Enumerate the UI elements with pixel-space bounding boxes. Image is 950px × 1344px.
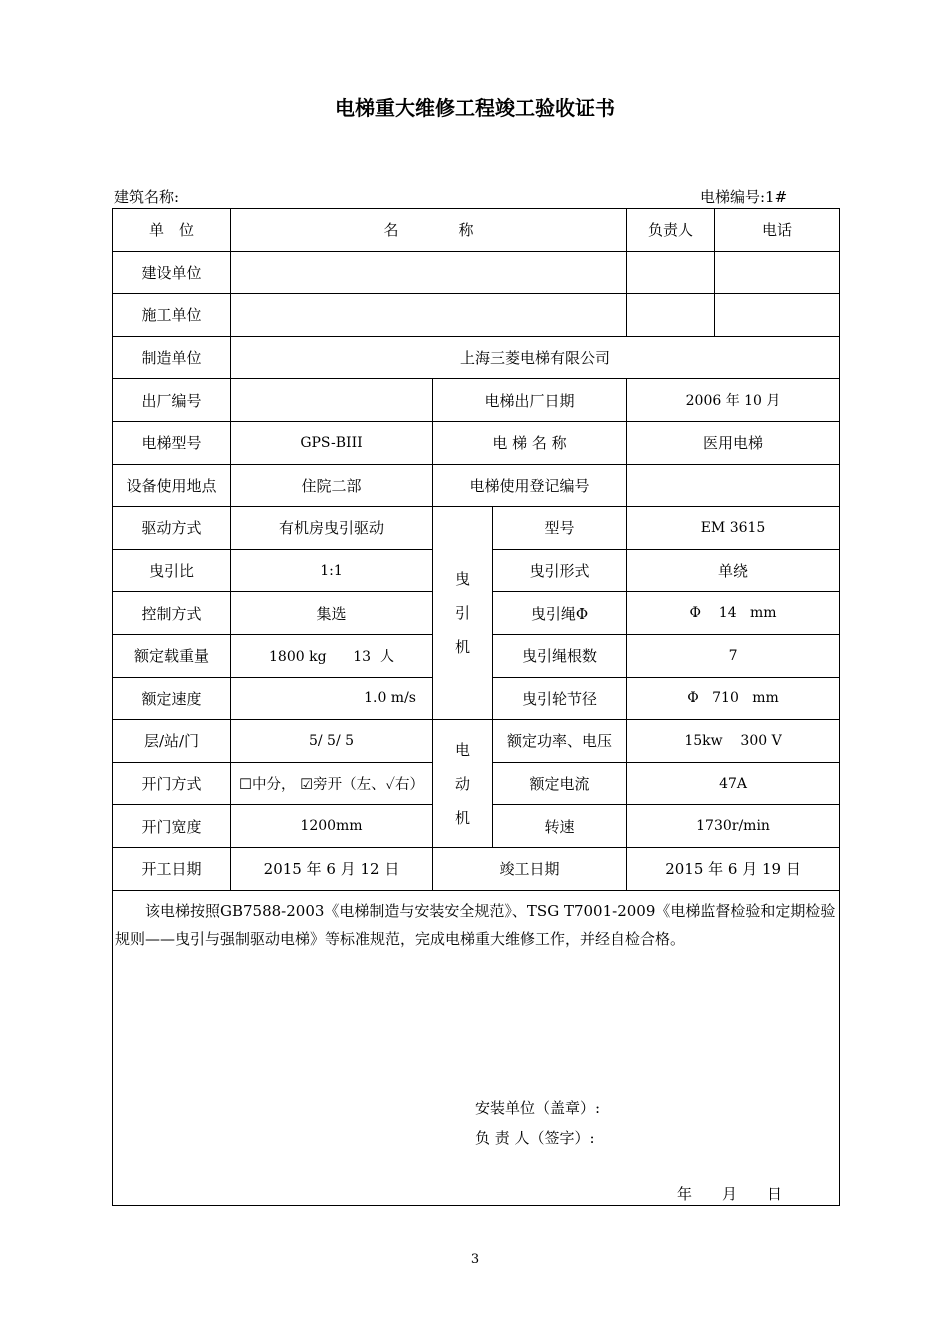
load-value: 1800 kg 13 人: [231, 634, 433, 677]
manufacturer-row: [113, 336, 840, 379]
rpm-value: 1730r/min: [627, 805, 840, 848]
current-value: 47A: [627, 762, 840, 805]
elevator-number: 电梯编号:1#: [700, 188, 788, 206]
header-row: [113, 209, 840, 252]
construction-unit-label: 建设单位: [113, 251, 231, 294]
current-label: 额定电流: [493, 762, 627, 805]
model-row: [113, 421, 840, 464]
drive-label: 驱动方式: [113, 507, 231, 550]
construction-unit-phone[interactable]: [715, 251, 840, 294]
page-number: 3: [470, 1252, 480, 1267]
ratio-label: 曳引比: [113, 549, 231, 592]
sheave-diameter-value: Φ 710 mm: [627, 677, 840, 720]
start-date-label: 开工日期: [113, 847, 231, 890]
factory-row: [113, 379, 840, 422]
elevator-name-value: 医用电梯: [627, 421, 840, 464]
floors-label: 层/站/门: [113, 720, 231, 763]
speed-value: 1.0 m/s: [231, 677, 433, 720]
factory-date-value: 2006 年 10 月: [627, 379, 840, 422]
contractor-unit-person[interactable]: [627, 294, 715, 337]
door-type-value: ☐中分， ☑旁开（左、✓右）: [231, 762, 433, 805]
header-name: 名 称: [231, 209, 627, 252]
rpm-label: 转速: [493, 805, 627, 848]
door-type-label: 开门方式: [113, 762, 231, 805]
traction-machine-group-label: 曳 引 机: [433, 507, 493, 720]
rope-diameter-value: Φ 14 mm: [627, 592, 840, 635]
document-title: 电梯重大维修工程竣工验收证书: [335, 96, 615, 120]
model-value: GPS-BIII: [231, 421, 433, 464]
manufacturer-label: 制造单位: [113, 336, 231, 379]
start-date-value: 2015 年 6 月 12 日: [231, 847, 433, 890]
contractor-unit-label: 施工单位: [113, 294, 231, 337]
dates-row: [113, 847, 840, 890]
location-row: [113, 464, 840, 507]
construction-unit-person[interactable]: [627, 251, 715, 294]
sheave-diameter-label: 曳引轮节径: [493, 677, 627, 720]
header-person: 负责人: [627, 209, 715, 252]
power-label: 额定功率、电压: [493, 720, 627, 763]
building-name-label: 建筑名称:: [114, 188, 180, 206]
finish-date-value: 2015 年 6 月 19 日: [627, 847, 840, 890]
signer-label: 负 责 人（签字）:: [475, 1128, 595, 1147]
statement-row: [113, 890, 840, 1205]
header-unit: 单 位: [113, 209, 231, 252]
factory-no-value[interactable]: [231, 379, 433, 422]
statement-cell: [113, 890, 840, 1205]
rope-count-label: 曳引绳根数: [493, 634, 627, 677]
control-value: 集选: [231, 592, 433, 635]
model-label: 电梯型号: [113, 421, 231, 464]
floors-value: 5/ 5/ 5: [231, 720, 433, 763]
elevator-name-label: 电 梯 名 称: [433, 421, 627, 464]
header-phone: 电话: [715, 209, 840, 252]
power-value: 15kw 300 V: [627, 720, 840, 763]
registration-no-value[interactable]: [627, 464, 840, 507]
ratio-value: 1:1: [231, 549, 433, 592]
traction-model-value: EM 3615: [627, 507, 840, 550]
construction-unit-row: [113, 251, 840, 294]
speed-label: 额定速度: [113, 677, 231, 720]
rope-count-value: 7: [627, 634, 840, 677]
drive-row: [113, 507, 840, 550]
door-width-value: 1200mm: [231, 805, 433, 848]
construction-unit-name[interactable]: [231, 251, 627, 294]
sign-date-blank: 年 月 日: [677, 1184, 783, 1203]
drive-value: 有机房曳引驱动: [231, 507, 433, 550]
manufacturer-value: 上海三菱电梯有限公司: [231, 336, 840, 379]
registration-no-label: 电梯使用登记编号: [433, 464, 627, 507]
location-value: 住院二部: [231, 464, 433, 507]
motor-group-label: 电 动 机: [433, 720, 493, 848]
traction-form-label: 曳引形式: [493, 549, 627, 592]
statement-text: 该电梯按照GB7588-2003《电梯制造与安装安全规范》、TSG T7001-2009《电梯监督检验和定期检验规则——曳引与强制驱动电梯》等标准规范，完成电梯重大维修工作，并经自检合格。: [115, 901, 836, 948]
contractor-unit-name[interactable]: [231, 294, 627, 337]
location-label: 设备使用地点: [113, 464, 231, 507]
door-width-label: 开门宽度: [113, 805, 231, 848]
factory-date-label: 电梯出厂日期: [433, 379, 627, 422]
rope-diameter-label: 曳引绳Φ: [493, 592, 627, 635]
traction-model-label: 型号: [493, 507, 627, 550]
load-label: 额定载重量: [113, 634, 231, 677]
contractor-unit-phone[interactable]: [715, 294, 840, 337]
contractor-unit-row: [113, 294, 840, 337]
acceptance-form-table: [112, 208, 840, 1206]
traction-form-value: 单绕: [627, 549, 840, 592]
finish-date-label: 竣工日期: [433, 847, 627, 890]
stamp-label: 安装单位（盖章）:: [475, 1098, 601, 1117]
control-label: 控制方式: [113, 592, 231, 635]
floors-row: [113, 720, 840, 763]
factory-no-label: 出厂编号: [113, 379, 231, 422]
